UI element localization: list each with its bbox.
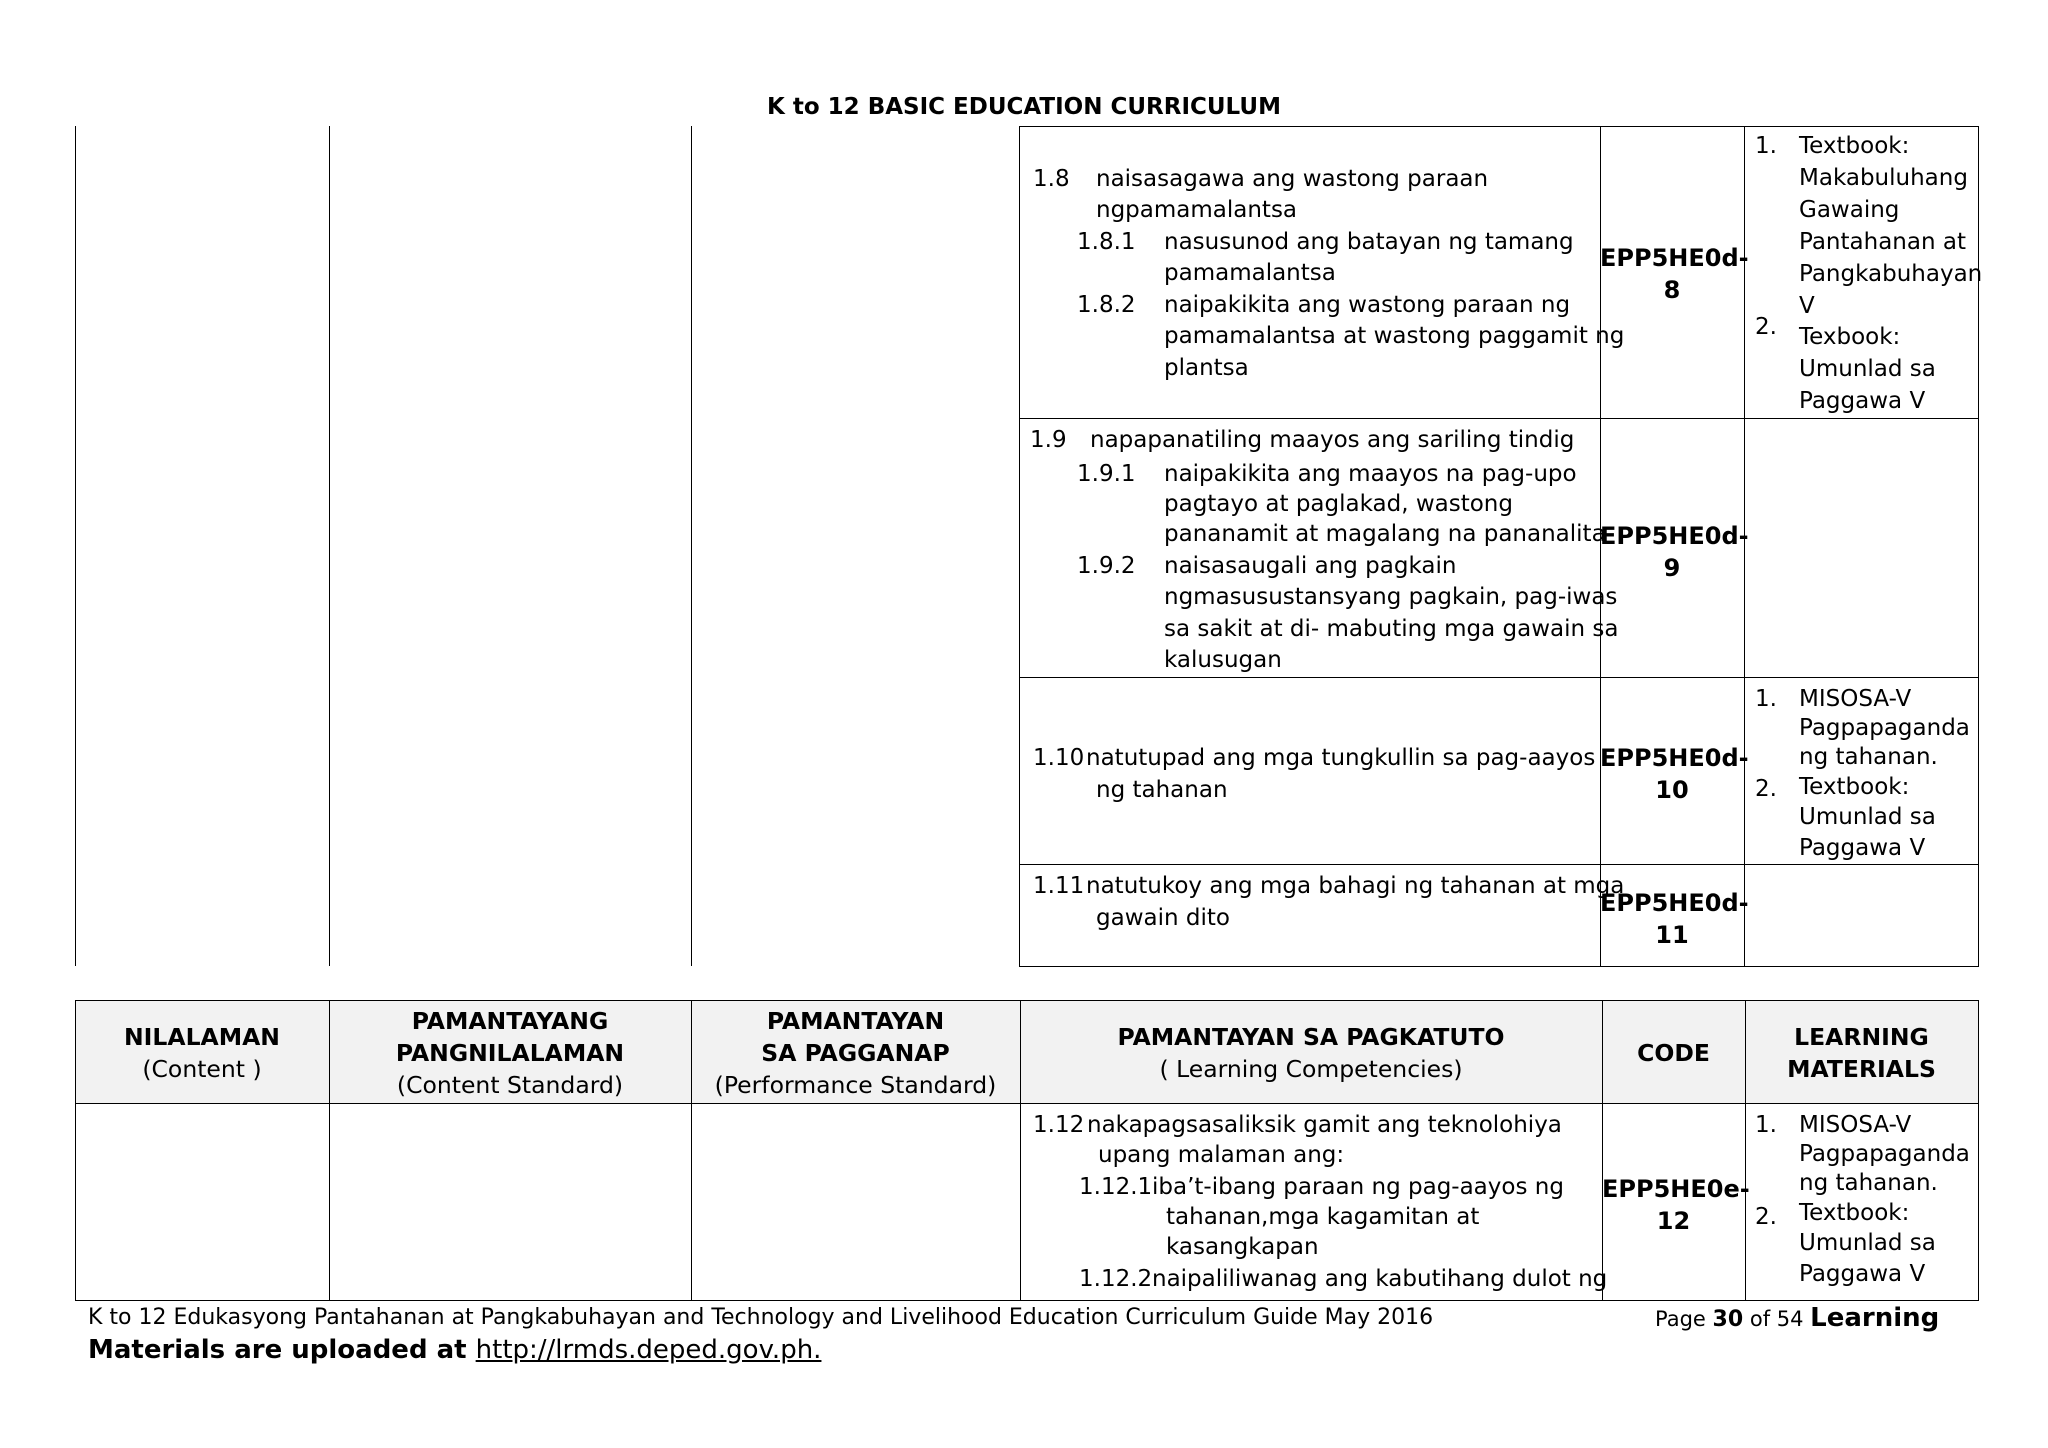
competency-text: sa sakit at di- mabuting mga gawain sa xyxy=(1164,616,1619,642)
competency-text: plantsa xyxy=(1164,355,1249,381)
competency-code: EPP5HE0d- 9 xyxy=(1600,522,1749,582)
competency-code: EPP5HE0e- 12 xyxy=(1602,1175,1750,1235)
material-text: Textbook: xyxy=(1799,1200,1910,1226)
item-number: 1.10 xyxy=(1033,745,1085,771)
material-text: Umunlad sa xyxy=(1799,804,1936,830)
competency-text: ngmasusustansyang pagkain, pag-iwas xyxy=(1164,584,1618,610)
col-line xyxy=(329,126,330,966)
material-text: Umunlad sa xyxy=(1799,356,1936,382)
competency-text: ng tahanan xyxy=(1096,777,1228,803)
competency-text: naipaliliwanag ang kabutihang dulot ng xyxy=(1152,1266,1608,1292)
col-line xyxy=(1978,1000,1979,1300)
competency-text: nakapagsasaliksik gamit ang teknolohiya xyxy=(1087,1112,1562,1138)
item-number: 1.11 xyxy=(1033,873,1085,899)
competency-text: natutupad ang mga tungkullin sa pag-aayos xyxy=(1086,745,1596,771)
competency-text: pamamalantsa xyxy=(1164,260,1336,286)
footer-guide-text: K to 12 Edukasyong Pantahanan at Pangkabuhayan and Technology and Livelihood Education Curriculum Guide May 2016 xyxy=(88,1305,1434,1330)
material-text: Texbook: xyxy=(1799,324,1901,350)
header-code: CODE xyxy=(1637,1039,1710,1067)
header-learning-materials: LEARNING MATERIALS xyxy=(1787,1023,1936,1083)
header-content-standard: PAMANTAYANG PANGNILALAMAN (Content Standard) xyxy=(395,1007,625,1099)
material-text: Pagpapaganda xyxy=(1799,715,1970,741)
material-text: Pagpapaganda xyxy=(1799,1141,1970,1167)
material-text: Paggawa V xyxy=(1799,835,1926,861)
item-number: 1.8.1 xyxy=(1077,229,1136,255)
competency-code: EPP5HE0d- 10 xyxy=(1600,744,1749,804)
row-line xyxy=(1019,966,1979,967)
competency-text: iba’t-ibang paraan ng pag-aayos ng xyxy=(1152,1174,1564,1200)
footer-materials-note: Materials are uploaded at http://lrmds.deped.gov.ph. xyxy=(88,1335,822,1365)
row-line xyxy=(75,1300,1979,1301)
item-number: 1.9 xyxy=(1030,427,1067,453)
row-line xyxy=(1019,126,1979,127)
competency-text: pamamalantsa at wastong paggamit ng xyxy=(1164,323,1625,349)
document-title: K to 12 BASIC EDUCATION CURRICULUM xyxy=(767,94,1281,120)
header-performance-standard: PAMANTAYAN SA PAGGANAP (Performance Standard) xyxy=(714,1007,997,1099)
item-number: 1.9.2 xyxy=(1077,553,1136,579)
material-number: 2. xyxy=(1755,1204,1777,1230)
material-number: 1. xyxy=(1755,1112,1777,1138)
lrmds-link[interactable]: http://lrmds.deped.gov.ph. xyxy=(475,1335,822,1365)
competency-text: pananamit at magalang na pananalita xyxy=(1164,521,1606,547)
row-line xyxy=(1019,418,1979,419)
material-number: 1. xyxy=(1755,133,1777,159)
header-content: NILALAMAN (Content ) xyxy=(124,1023,280,1083)
competency-text: tahanan,mga kagamitan at xyxy=(1166,1204,1480,1230)
material-text: Pantahanan at xyxy=(1799,229,1966,255)
competency-text: natutukoy ang mga bahagi ng tahanan at mga xyxy=(1086,873,1625,899)
material-number: 2. xyxy=(1755,776,1777,802)
page-number: Page 30 of 54 Learning xyxy=(1655,1303,1940,1333)
competency-code: EPP5HE0d- 11 xyxy=(1600,889,1749,949)
competency-text: naipakikita ang maayos na pag-upo xyxy=(1164,461,1577,487)
header-learning-competencies: PAMANTAYAN SA PAGKATUTO ( Learning Competencies) xyxy=(1117,1023,1505,1083)
material-text: MISOSA-V xyxy=(1799,686,1912,712)
row-line xyxy=(75,1000,1979,1001)
current-page: 30 xyxy=(1712,1307,1744,1332)
competency-text: upang malaman ang: xyxy=(1098,1142,1345,1168)
competency-text: naipakikita ang wastong paraan ng xyxy=(1164,292,1571,318)
competency-text: napapanatiling maayos ang sariling tindig xyxy=(1090,427,1575,453)
item-number: 1.12 xyxy=(1033,1112,1085,1138)
col-line xyxy=(1019,126,1020,966)
material-text: MISOSA-V xyxy=(1799,1112,1912,1138)
material-text: V xyxy=(1799,293,1815,319)
competency-text: naisasagawa ang wastong paraan xyxy=(1096,166,1489,192)
item-number: 1.9.1 xyxy=(1077,461,1136,487)
item-number: 1.8.2 xyxy=(1077,292,1136,318)
material-text: Paggawa V xyxy=(1799,1261,1926,1287)
material-text: Umunlad sa xyxy=(1799,1230,1936,1256)
competency-text: ngpamamalantsa xyxy=(1096,197,1298,223)
material-text: Textbook: xyxy=(1799,774,1910,800)
item-number: 1.12.1 xyxy=(1079,1174,1153,1200)
col-line xyxy=(1978,126,1979,966)
competency-code: EPP5HE0d- 8 xyxy=(1600,244,1749,304)
col-line xyxy=(75,126,76,966)
col-line xyxy=(691,126,692,966)
material-text: Textbook: xyxy=(1799,133,1910,159)
material-text: Paggawa V xyxy=(1799,388,1926,414)
competency-text: nasusunod ang batayan ng tamang xyxy=(1164,229,1574,255)
material-text: Makabuluhang xyxy=(1799,165,1968,191)
material-text: ng tahanan. xyxy=(1799,1170,1938,1196)
row-line xyxy=(1019,677,1979,678)
competency-text: naisasaugali ang pagkain xyxy=(1164,553,1457,579)
competency-text: gawain dito xyxy=(1096,905,1230,931)
competency-text: kalusugan xyxy=(1164,647,1282,673)
material-text: Pangkabuhayan xyxy=(1799,261,1983,287)
item-number: 1.8 xyxy=(1033,166,1070,192)
item-number: 1.12.2 xyxy=(1079,1266,1153,1292)
row-line xyxy=(75,1103,1979,1104)
material-text: ng tahanan. xyxy=(1799,744,1938,770)
competency-text: pagtayo at paglakad, wastong xyxy=(1164,491,1513,517)
material-number: 2. xyxy=(1755,314,1777,340)
material-text: Gawaing xyxy=(1799,197,1900,223)
material-number: 1. xyxy=(1755,686,1777,712)
competency-text: kasangkapan xyxy=(1166,1234,1319,1260)
